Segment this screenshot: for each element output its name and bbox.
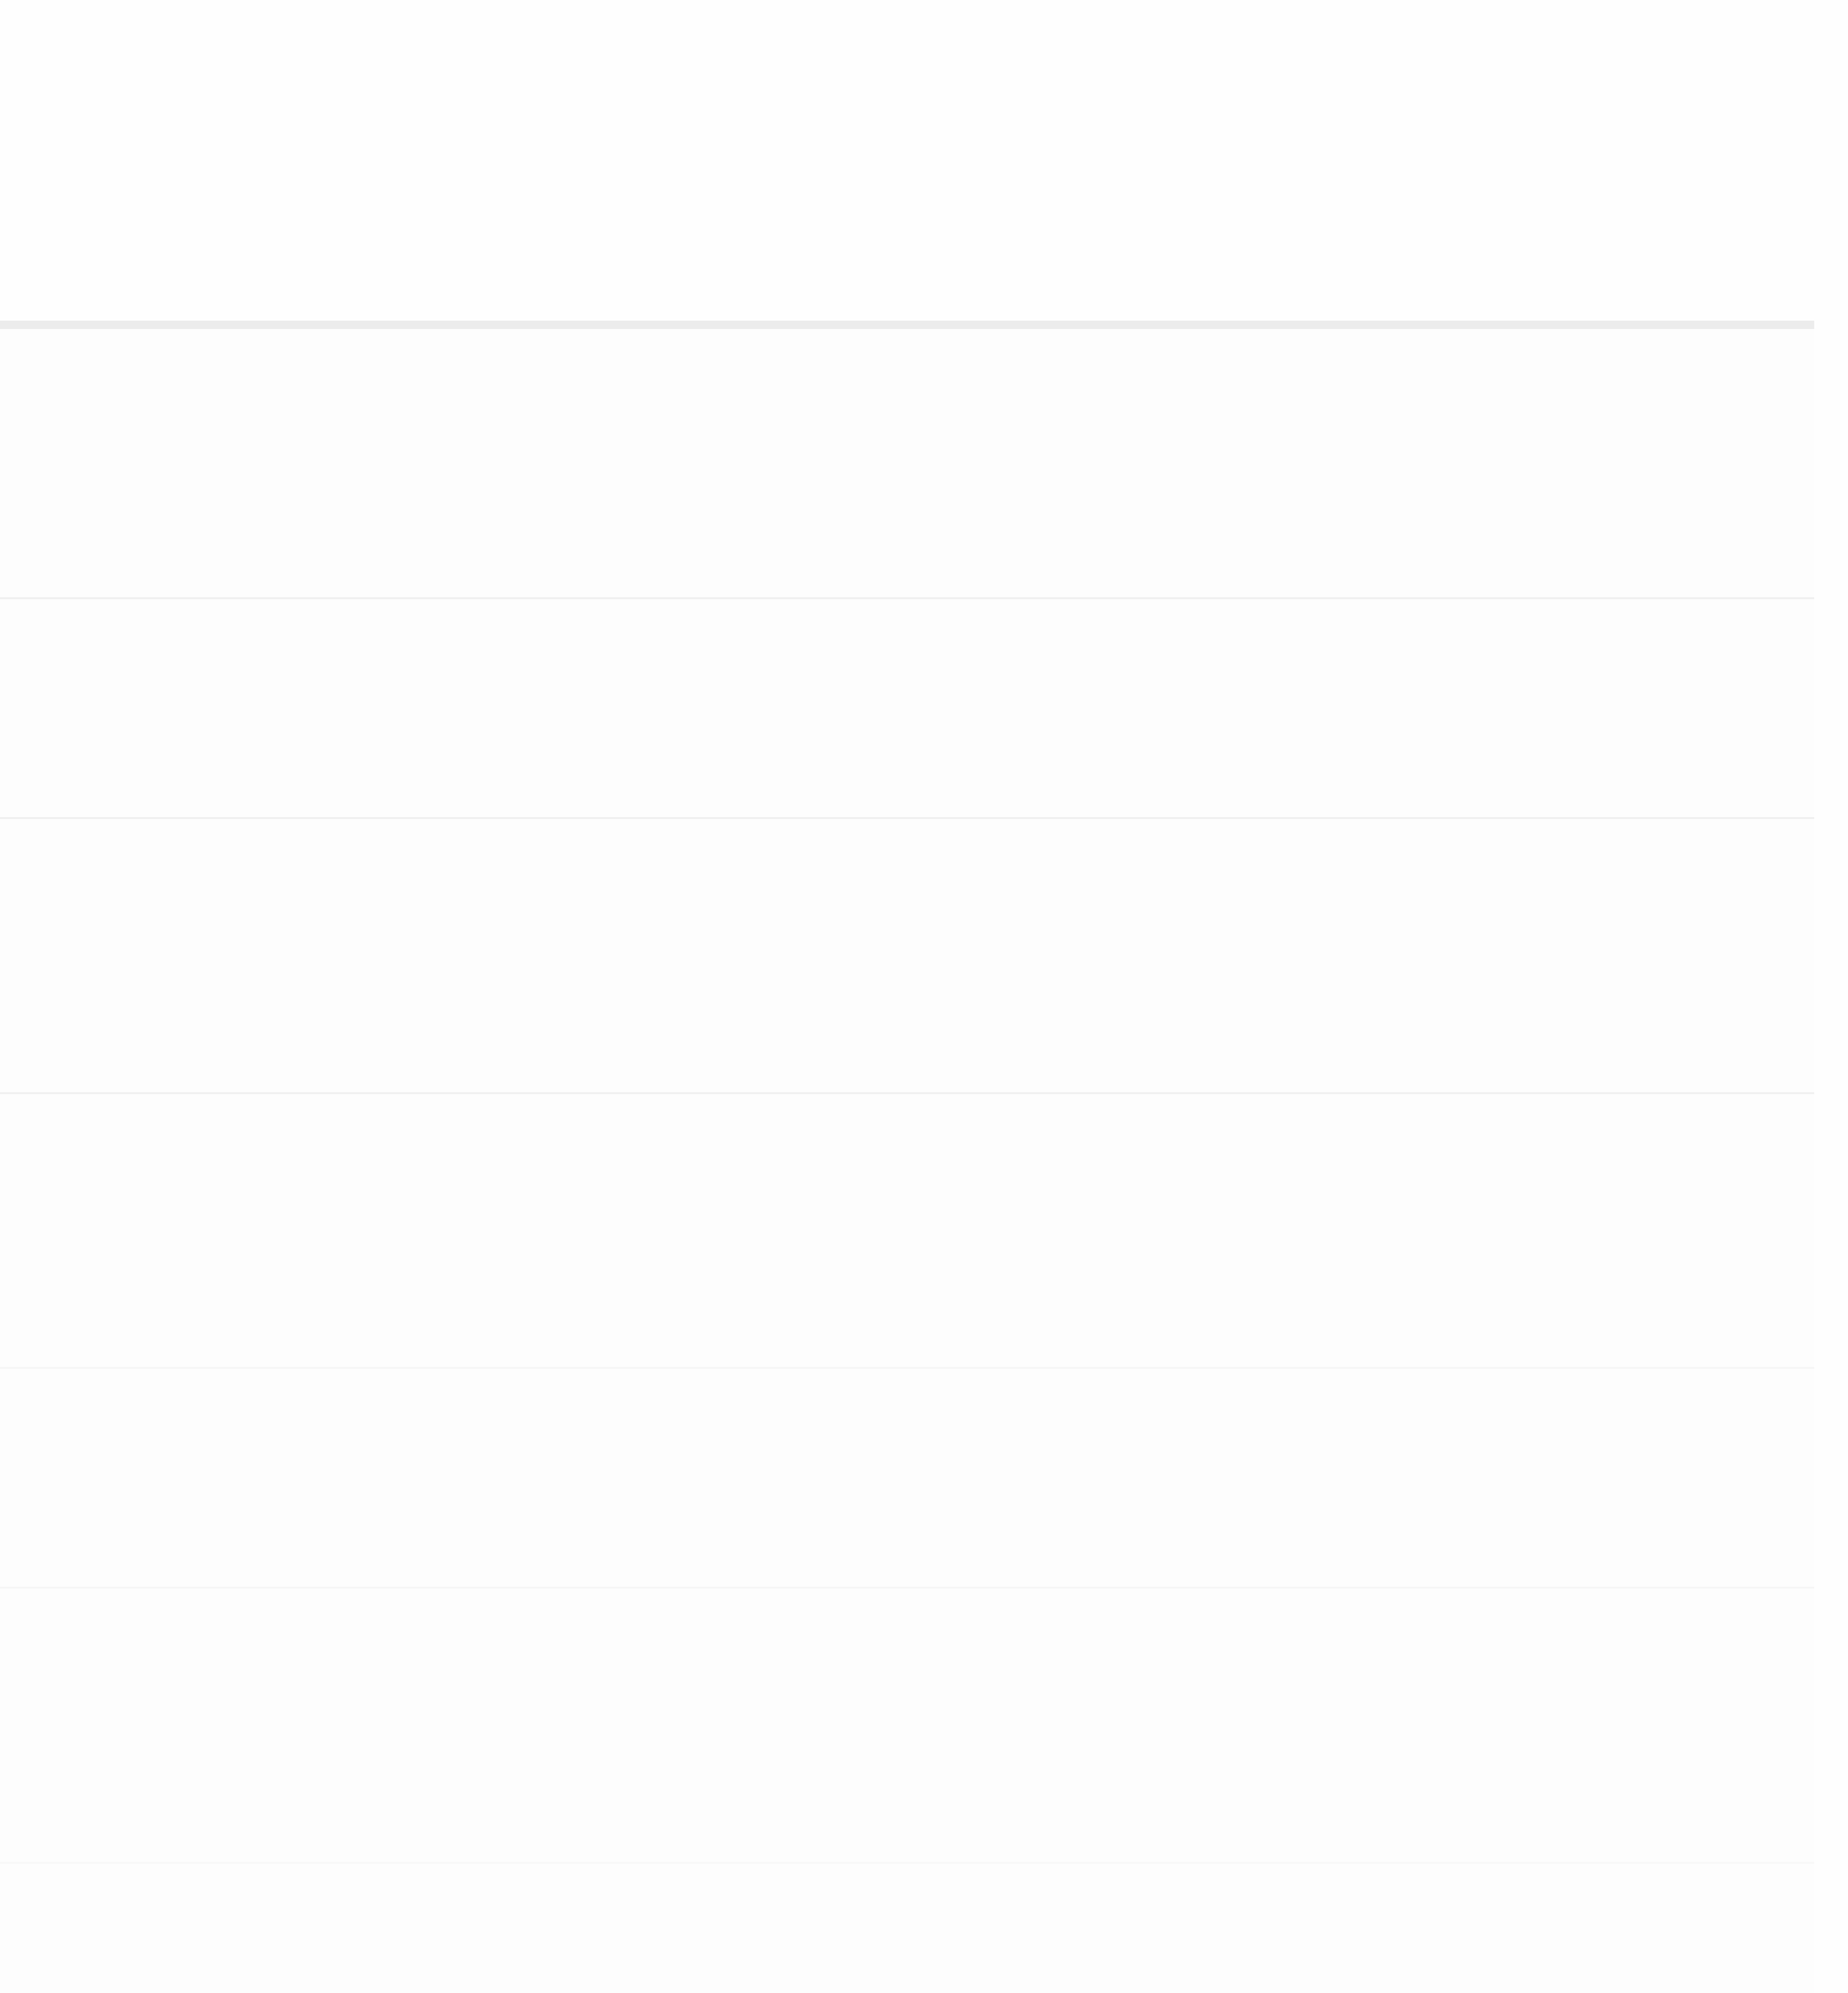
table-row[interactable] bbox=[0, 1864, 1814, 1993]
header-area bbox=[0, 0, 1814, 321]
table-row[interactable] bbox=[0, 1369, 1814, 1587]
table-row[interactable] bbox=[0, 1094, 1814, 1367]
table-row[interactable] bbox=[0, 329, 1814, 597]
table-row[interactable] bbox=[0, 1589, 1814, 1862]
table-body bbox=[0, 329, 1814, 1993]
table-row[interactable] bbox=[0, 599, 1814, 817]
header-divider bbox=[0, 321, 1814, 329]
table-row[interactable] bbox=[0, 819, 1814, 1092]
